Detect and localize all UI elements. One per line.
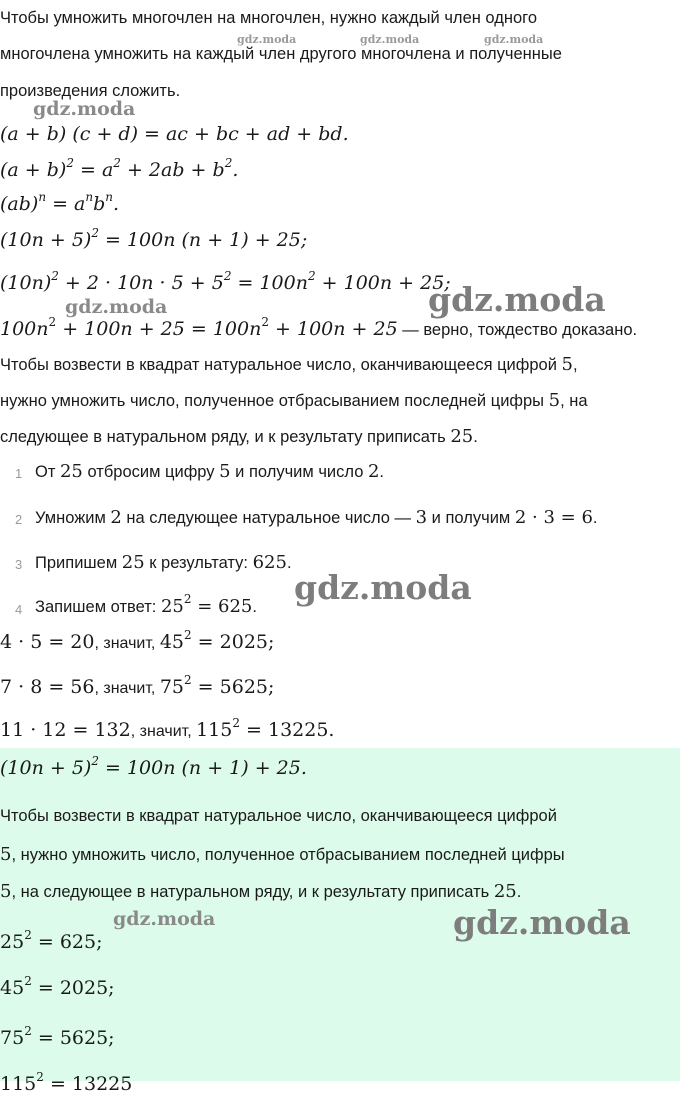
formula-6: $100n^2 + 100n + 25 = 100n^2 + 100n + 25$ — верно, тождество доказано. xyxy=(0,315,638,340)
watermark-small: gdz.moda xyxy=(484,33,544,46)
example-2: 7 · 8 = 56, значит, $75^2 = 5625$; xyxy=(0,673,275,698)
green-rule-line-2: 5, нужно умножить число, полученное отбрасыванием последней цифры xyxy=(0,844,565,865)
step-1: От 25 отбросим цифру 5 и получим число 2. xyxy=(35,461,385,482)
green-rule-line-1: Чтобы возвести в квадрат натуральное число, оканчивающееся цифрой xyxy=(0,807,557,825)
step-number: 3 xyxy=(15,557,23,572)
watermark-large: gdz.moda xyxy=(428,280,606,319)
watermark-small: gdz.moda xyxy=(237,33,297,46)
step-number: 4 xyxy=(15,602,23,617)
step-2: Умножим 2 на следующее натуральное число — 3 и получим 2 · 3 = 6. xyxy=(35,507,598,528)
watermark-small: gdz.moda xyxy=(360,33,420,46)
formula-3: $(ab)^n = a^nb^n$. xyxy=(0,190,120,215)
example-3: 11 · 12 = 132, значит, $115^2 = 13225$. xyxy=(0,716,335,741)
rule-line-3: следующее в натуральном ряду, и к результату приписать 25. xyxy=(0,426,478,447)
formula-2: $(a + b)^2 = a^2 + 2ab + b^2$. xyxy=(0,156,239,181)
watermark-large: gdz.moda xyxy=(453,903,631,942)
green-formula: $(10n + 5)^2 = 100n$ (n + 1) + 25. xyxy=(0,754,307,779)
green-result-2: $45^2 = 2025$; xyxy=(0,974,115,999)
green-rule-line-3: 5, на следующее в натуральном ряду, и к результату приписать 25. xyxy=(0,881,522,902)
watermark-medium: gdz.moda xyxy=(33,98,136,120)
formula-1: (a + b) (c + d) = ac + bc + ad + bd. xyxy=(0,123,349,145)
step-number: 2 xyxy=(15,512,23,527)
example-1: 4 · 5 = 20, значит, $45^2 = 2025$; xyxy=(0,628,275,653)
watermark-large: gdz.moda xyxy=(294,568,472,607)
rule-line-2: нужно умножить число, полученное отбрасыванием последней цифры 5, на xyxy=(0,390,588,411)
watermark-medium: gdz.moda xyxy=(113,908,216,930)
formula-4: $(10n + 5)^2 = 100n$ (n + 1) + 25; xyxy=(0,226,308,251)
intro-line-3: произведения сложить. xyxy=(0,82,181,100)
green-result-1: $25^2 = 625$; xyxy=(0,928,103,953)
green-result-3: $75^2 = 5625$; xyxy=(0,1024,115,1049)
step-number: 1 xyxy=(15,466,23,481)
green-result-4-clip xyxy=(0,1070,680,1095)
watermark-medium: gdz.moda xyxy=(65,296,168,318)
green-result-4: $115^2 = 13225$ xyxy=(0,1070,133,1095)
step-3: Припишем 25 к результату: 625. xyxy=(35,552,292,573)
step-4: Запишем ответ: $25^2 = 625$. xyxy=(35,592,257,617)
formula-5: $(10n)^2 + 2 \cdot 10n \cdot 5 + 5^2 = 100n^2 + 100n + 25$; xyxy=(0,269,451,294)
intro-line-1: Чтобы умножить многочлен на многочлен, нужно каждый член одного xyxy=(0,9,537,27)
rule-line-1: Чтобы возвести в квадрат натуральное число, оканчивающееся цифрой 5, xyxy=(0,354,578,375)
intro-line-2: многочлена умножить на каждый член другого многочлена и полученные xyxy=(0,45,562,63)
